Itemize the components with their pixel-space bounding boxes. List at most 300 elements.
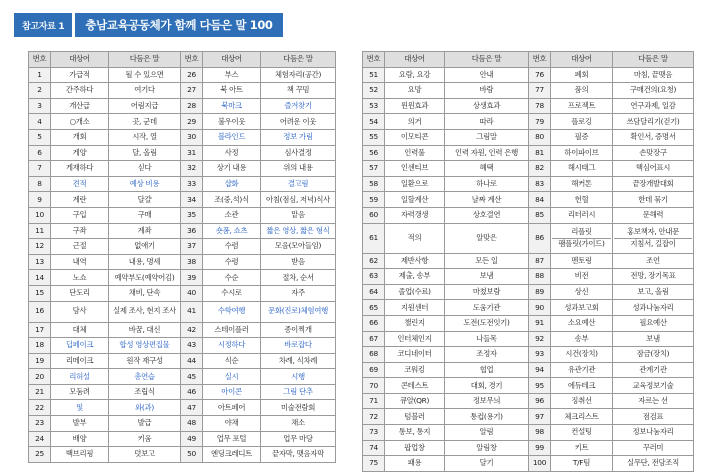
source-term: 모둠려 bbox=[51, 384, 109, 400]
refined-term: 덧보고 bbox=[109, 447, 181, 463]
source-term: 리허설 bbox=[51, 369, 109, 385]
vocab-table-left bbox=[28, 51, 336, 463]
table-header-row bbox=[363, 52, 694, 68]
entry-number: 41 bbox=[181, 301, 203, 322]
source-term: 블라인드 bbox=[203, 129, 261, 145]
entry-number: 32 bbox=[181, 161, 203, 177]
refined-term: 마쳤보람 bbox=[445, 284, 529, 300]
entry-number: 79 bbox=[529, 114, 551, 130]
table-row bbox=[363, 378, 694, 394]
source-term: 헌혈 bbox=[551, 192, 613, 208]
entry-number: 21 bbox=[29, 384, 51, 400]
entry-number: 92 bbox=[529, 331, 551, 347]
source-term: 구좌 bbox=[51, 223, 109, 239]
entry-number: 28 bbox=[181, 98, 203, 114]
refined-term: 도움기관 bbox=[445, 300, 529, 316]
entry-number: 70 bbox=[363, 378, 385, 394]
entry-number: 6 bbox=[29, 145, 51, 161]
refined-term: 채소 bbox=[261, 416, 336, 432]
source-term: 조(중,석)식 bbox=[203, 192, 261, 208]
table-row bbox=[29, 285, 336, 301]
table-row bbox=[29, 239, 336, 255]
entry-number: 95 bbox=[529, 378, 551, 394]
source-term: 노쇼 bbox=[51, 270, 109, 286]
table-row bbox=[363, 409, 694, 425]
refined-term: 꾸러미 bbox=[613, 440, 694, 456]
source-term: 콘테스트 bbox=[385, 378, 445, 394]
refined-term: 관계기관 bbox=[613, 362, 694, 378]
refined-term: 바람 bbox=[445, 83, 529, 99]
refined-term: 모든 일 bbox=[445, 253, 529, 269]
refined-term: 모음(모아들임) bbox=[261, 239, 336, 255]
table-row bbox=[363, 161, 694, 177]
source-term: 코워킹 bbox=[385, 362, 445, 378]
source-term: 제출, 송부 bbox=[385, 269, 445, 285]
source-term: 간주하다 bbox=[51, 83, 109, 99]
col-header-refined: 다듬은 말 bbox=[445, 52, 529, 68]
entry-number: 72 bbox=[363, 409, 385, 425]
refined-term: 예상 비용 bbox=[109, 176, 181, 192]
entry-number: 75 bbox=[363, 456, 385, 472]
refined-term: 절차, 순서 bbox=[261, 270, 336, 286]
entry-number: 40 bbox=[181, 285, 203, 301]
source-term: 키트 bbox=[551, 440, 613, 456]
col-header-number: 번호 bbox=[363, 52, 385, 68]
col-header-number: 번호 bbox=[529, 52, 551, 68]
entry-number: 96 bbox=[529, 393, 551, 409]
refined-term: 마침, 끝맺음 bbox=[613, 67, 694, 83]
refined-term: 맡음 bbox=[261, 207, 336, 223]
entry-number: 53 bbox=[363, 98, 385, 114]
source-term-line: 리플릿 bbox=[571, 227, 592, 237]
refined-term: 나들목 bbox=[445, 331, 529, 347]
entry-number: 29 bbox=[181, 114, 203, 130]
table-row bbox=[363, 253, 694, 269]
source-term: T/F팀 bbox=[551, 456, 613, 472]
refined-term: 여기다 bbox=[109, 83, 181, 99]
refined-term: 어림지급 bbox=[109, 98, 181, 114]
refined-term: 짧은 영상, 짧은 형식 bbox=[261, 223, 336, 239]
entry-number: 67 bbox=[363, 331, 385, 347]
refined-term: 키움 bbox=[109, 431, 181, 447]
table-row bbox=[29, 145, 336, 161]
refined-term: 구매 bbox=[109, 207, 181, 223]
source-term: 아트페어 bbox=[203, 400, 261, 416]
entry-number: 22 bbox=[29, 400, 51, 416]
source-term: 제반사항 bbox=[385, 253, 445, 269]
refined-term: 업무 마당 bbox=[261, 431, 336, 447]
table-row bbox=[363, 331, 694, 347]
source-term: 딥페이크 bbox=[51, 338, 109, 354]
table-row bbox=[363, 145, 694, 161]
table-row bbox=[363, 114, 694, 130]
col-header-number: 번호 bbox=[181, 52, 203, 68]
source-term: 일환으로 bbox=[385, 176, 445, 192]
source-term: 스테이플러 bbox=[203, 322, 261, 338]
refined-term: 정보 가림 bbox=[261, 129, 336, 145]
refined-term: 아침(점심, 저녁)식사 bbox=[261, 192, 336, 208]
refined-term: 연구과제, 일감 bbox=[613, 98, 694, 114]
entry-number: 26 bbox=[181, 67, 203, 83]
refined-term: 손맞장구 bbox=[613, 145, 694, 161]
source-term: 근절 bbox=[51, 239, 109, 255]
entry-number: 42 bbox=[181, 322, 203, 338]
refined-term: 내용, 명세 bbox=[109, 254, 181, 270]
table-row bbox=[363, 98, 694, 114]
table-row bbox=[29, 192, 336, 208]
entry-number: 85 bbox=[529, 207, 551, 223]
refined-term: 예약부도(예약어김) bbox=[109, 270, 181, 286]
table-row bbox=[29, 270, 336, 286]
refined-term: 결고림 bbox=[261, 176, 336, 192]
entry-number: 35 bbox=[181, 207, 203, 223]
col-header-source: 대상어 bbox=[51, 52, 109, 68]
source-term: 인터체인지 bbox=[385, 331, 445, 347]
refined-term: 안내 bbox=[445, 67, 529, 83]
entry-number: 5 bbox=[29, 129, 51, 145]
source-term: 하이파이브 bbox=[551, 145, 613, 161]
refined-term: 점검표 bbox=[613, 409, 694, 425]
table-row bbox=[29, 301, 336, 322]
refined-term: 받음 bbox=[261, 254, 336, 270]
source-term: 송부 bbox=[551, 331, 613, 347]
entry-number: 57 bbox=[363, 161, 385, 177]
source-term: 게양 bbox=[51, 145, 109, 161]
entry-number: 8 bbox=[29, 176, 51, 192]
entry-number: 91 bbox=[529, 315, 551, 331]
col-header-refined: 다듬은 말 bbox=[261, 52, 336, 68]
entry-number: 44 bbox=[181, 353, 203, 369]
entry-number: 59 bbox=[363, 192, 385, 208]
entry-number: 66 bbox=[363, 315, 385, 331]
entry-number: 97 bbox=[529, 409, 551, 425]
entry-number: 10 bbox=[29, 207, 51, 223]
source-term: 시건(장치) bbox=[551, 347, 613, 363]
refined-term: 달기 bbox=[445, 456, 529, 472]
entry-number: 83 bbox=[529, 176, 551, 192]
source-term: 비전 bbox=[551, 269, 613, 285]
refined-term: 통컵(용기) bbox=[445, 409, 529, 425]
refined-term: 즐겨찾기 bbox=[261, 98, 336, 114]
refined-term: 합성 영상편집물 bbox=[109, 338, 181, 354]
refined-term: 바로잡다 bbox=[261, 338, 336, 354]
source-term: 지원센터 bbox=[385, 300, 445, 316]
refined-term bbox=[613, 223, 694, 253]
refined-term: 계좌 bbox=[109, 223, 181, 239]
entry-number: 84 bbox=[529, 192, 551, 208]
source-term: 윈윈효과 bbox=[385, 98, 445, 114]
table-row bbox=[363, 67, 694, 83]
table-row bbox=[29, 353, 336, 369]
refined-term: 달걀 bbox=[109, 192, 181, 208]
refined-term: 와(과) bbox=[109, 400, 181, 416]
refined-term: 위의 내용 bbox=[261, 161, 336, 177]
entry-number: 87 bbox=[529, 253, 551, 269]
source-term: 코디네이터 bbox=[385, 347, 445, 363]
refined-term: 조언 bbox=[613, 253, 694, 269]
source-term: 엔딩크레디트 bbox=[203, 447, 261, 463]
refined-term: 곳, 군데 bbox=[109, 114, 181, 130]
table-row bbox=[29, 369, 336, 385]
source-term: 인력풀 bbox=[385, 145, 445, 161]
entry-number: 100 bbox=[529, 456, 551, 472]
refined-term: 성과나눔자리 bbox=[613, 300, 694, 316]
refined-term: 원작 재구성 bbox=[109, 353, 181, 369]
entry-number: 89 bbox=[529, 284, 551, 300]
refined-term: 확인서, 증명서 bbox=[613, 129, 694, 145]
refined-term: 보냄 bbox=[445, 269, 529, 285]
table-row bbox=[29, 114, 336, 130]
refined-term: 그림말 bbox=[445, 129, 529, 145]
entry-number: 73 bbox=[363, 425, 385, 441]
refined-term: 문화(진로)체험여행 bbox=[261, 301, 336, 322]
table-row bbox=[363, 284, 694, 300]
refined-term: 따라 bbox=[445, 114, 529, 130]
refined-term: 협업 bbox=[445, 362, 529, 378]
source-term: 큐알(QR) bbox=[385, 393, 445, 409]
source-term: 유관기관 bbox=[551, 362, 613, 378]
entry-number: 43 bbox=[181, 338, 203, 354]
entry-number: 68 bbox=[363, 347, 385, 363]
entry-number: 82 bbox=[529, 161, 551, 177]
table-row bbox=[29, 338, 336, 354]
refined-term: 어려운 이웃 bbox=[261, 114, 336, 130]
entry-number: 77 bbox=[529, 83, 551, 99]
entry-number: 38 bbox=[181, 254, 203, 270]
table-row bbox=[29, 447, 336, 463]
source-term: 및 bbox=[51, 400, 109, 416]
refined-term: 책 꾸밈 bbox=[261, 83, 336, 99]
source-term-line: 팸플릿(가이드) bbox=[552, 238, 611, 249]
table-row bbox=[363, 425, 694, 441]
entry-number: 25 bbox=[29, 447, 51, 463]
entry-number: 56 bbox=[363, 145, 385, 161]
refined-term: 체험자리(공간) bbox=[261, 67, 336, 83]
entry-number: 11 bbox=[29, 223, 51, 239]
refined-term: 알림창 bbox=[445, 440, 529, 456]
source-term: 백브리핑 bbox=[51, 447, 109, 463]
source-term: 수순 bbox=[203, 270, 261, 286]
refined-term: 조립식 bbox=[109, 384, 181, 400]
col-header-source: 대상어 bbox=[203, 52, 261, 68]
source-term: 적의 bbox=[385, 223, 445, 253]
source-term: 실시 bbox=[203, 369, 261, 385]
entry-number: 48 bbox=[181, 416, 203, 432]
refined-term: 정보무늬 bbox=[445, 393, 529, 409]
entry-number: 52 bbox=[363, 83, 385, 99]
source-term: 리메이크 bbox=[51, 353, 109, 369]
source-term: 해시태그 bbox=[551, 161, 613, 177]
entry-number: 58 bbox=[363, 176, 385, 192]
entry-number: 16 bbox=[29, 301, 51, 322]
entry-number: 45 bbox=[181, 369, 203, 385]
table-row bbox=[29, 98, 336, 114]
source-term: 졸업(수료) bbox=[385, 284, 445, 300]
source-term: 내역 bbox=[51, 254, 109, 270]
entry-number: 46 bbox=[181, 384, 203, 400]
source-term: 대체 bbox=[51, 322, 109, 338]
entry-number: 9 bbox=[29, 192, 51, 208]
table-header-row bbox=[29, 52, 336, 68]
refined-term: 총연습 bbox=[109, 369, 181, 385]
table-row bbox=[363, 192, 694, 208]
source-term: 게재하다 bbox=[51, 161, 109, 177]
source-term: 숏폼, 쇼츠 bbox=[203, 223, 261, 239]
entry-number: 36 bbox=[181, 223, 203, 239]
entry-number: 60 bbox=[363, 207, 385, 223]
table-row bbox=[29, 161, 336, 177]
source-term: 해커톤 bbox=[551, 176, 613, 192]
source-term: 품의 bbox=[551, 83, 613, 99]
entry-number: 19 bbox=[29, 353, 51, 369]
refined-term: 끝장개발대회 bbox=[613, 176, 694, 192]
source-term: 수학여행 bbox=[203, 301, 261, 322]
entry-number: 49 bbox=[181, 431, 203, 447]
entry-number: 13 bbox=[29, 254, 51, 270]
refined-term: 정보나눔자리 bbox=[613, 425, 694, 441]
source-term: 수령 bbox=[203, 254, 261, 270]
vocab-table-right bbox=[362, 51, 694, 472]
refined-term: 상호결연 bbox=[445, 207, 529, 223]
entry-number: 88 bbox=[529, 269, 551, 285]
source-term bbox=[551, 223, 613, 253]
table-row bbox=[363, 129, 694, 145]
table-row bbox=[363, 207, 694, 223]
refined-term: 시행 bbox=[261, 369, 336, 385]
refined-term: 미술전람회 bbox=[261, 400, 336, 416]
refined-term: 시작, 열 bbox=[109, 129, 181, 145]
source-term: 소관 bbox=[203, 207, 261, 223]
table-row bbox=[363, 83, 694, 99]
entry-number: 78 bbox=[529, 98, 551, 114]
source-term: 수시로 bbox=[203, 285, 261, 301]
entry-number: 76 bbox=[529, 67, 551, 83]
table-row bbox=[363, 300, 694, 316]
refined-term: 잠금(장치) bbox=[613, 347, 694, 363]
entry-number: 69 bbox=[363, 362, 385, 378]
source-term: 플로깅 bbox=[551, 114, 613, 130]
source-term: 구입 bbox=[51, 207, 109, 223]
col-header-refined: 다듬은 말 bbox=[109, 52, 181, 68]
entry-number: 55 bbox=[363, 129, 385, 145]
refined-term: 필요예산 bbox=[613, 315, 694, 331]
table-row bbox=[363, 393, 694, 409]
source-term: 발부 bbox=[51, 416, 109, 432]
source-term: 요람, 요강 bbox=[385, 67, 445, 83]
entry-number: 93 bbox=[529, 347, 551, 363]
table-row bbox=[363, 456, 694, 472]
entry-number: 27 bbox=[181, 83, 203, 99]
col-header-source: 대상어 bbox=[551, 52, 613, 68]
refined-term: 문해력 bbox=[613, 207, 694, 223]
source-term: 소요예산 bbox=[551, 315, 613, 331]
table-row bbox=[363, 176, 694, 192]
refined-term: 교육정보기술 bbox=[613, 378, 694, 394]
entry-number: 17 bbox=[29, 322, 51, 338]
source-term: 북마크 bbox=[203, 98, 261, 114]
page-title: 충남교육공동체가 함께 다듬은 말 100 bbox=[75, 13, 282, 37]
table-row bbox=[29, 223, 336, 239]
source-term: 부스 bbox=[203, 67, 261, 83]
refined-term: 그림 단추 bbox=[261, 384, 336, 400]
source-term: 폐회 bbox=[551, 67, 613, 83]
refined-term: 보고, 올림 bbox=[613, 284, 694, 300]
reference-badge: 참고자료 1 bbox=[14, 13, 72, 37]
table-row bbox=[363, 315, 694, 331]
entry-number: 64 bbox=[363, 284, 385, 300]
entry-number: 39 bbox=[181, 270, 203, 286]
table-row bbox=[29, 431, 336, 447]
entry-number: 94 bbox=[529, 362, 551, 378]
table-row bbox=[29, 322, 336, 338]
entry-number: 61 bbox=[363, 223, 385, 253]
source-term: 상기 내용 bbox=[203, 161, 261, 177]
refined-term: 차례, 식차례 bbox=[261, 353, 336, 369]
entry-number: 98 bbox=[529, 425, 551, 441]
refined-term: 하나로 bbox=[445, 176, 529, 192]
refined-term: 대회, 경기 bbox=[445, 378, 529, 394]
refined-term: 보냄 bbox=[613, 331, 694, 347]
source-term: 수렴 bbox=[203, 239, 261, 255]
entry-number: 24 bbox=[29, 431, 51, 447]
refined-term: 혜택 bbox=[445, 161, 529, 177]
col-header-refined: 다듬은 말 bbox=[613, 52, 694, 68]
table-row bbox=[29, 400, 336, 416]
refined-term: 쓰담달리기(걷기) bbox=[613, 114, 694, 130]
refined-term: 알림 bbox=[445, 425, 529, 441]
table-row bbox=[29, 129, 336, 145]
entry-number: 23 bbox=[29, 416, 51, 432]
table-row bbox=[363, 347, 694, 363]
refined-term: 전망, 장기목표 bbox=[613, 269, 694, 285]
refined-term-line: 홍보책자, 안내문 bbox=[627, 227, 679, 237]
entry-number: 7 bbox=[29, 161, 51, 177]
entry-number: 81 bbox=[529, 145, 551, 161]
source-term: 챌린지 bbox=[385, 315, 445, 331]
entry-number: 33 bbox=[181, 176, 203, 192]
refined-term: 심사결정 bbox=[261, 145, 336, 161]
refined-term: 될 수 있으면 bbox=[109, 67, 181, 83]
source-term: 야채 bbox=[203, 416, 261, 432]
entry-number: 47 bbox=[181, 400, 203, 416]
entry-number: 18 bbox=[29, 338, 51, 354]
source-term: 개산급 bbox=[51, 98, 109, 114]
source-term: 계란 bbox=[51, 192, 109, 208]
refined-term: 알맞은 bbox=[445, 223, 529, 253]
entry-number: 90 bbox=[529, 300, 551, 316]
refined-term: 상생효과 bbox=[445, 98, 529, 114]
refined-term: 바꿈, 대신 bbox=[109, 322, 181, 338]
entry-number: 30 bbox=[181, 129, 203, 145]
source-term: 샵화 bbox=[203, 176, 261, 192]
source-term: 멘토링 bbox=[551, 253, 613, 269]
source-term: 에듀테크 bbox=[551, 378, 613, 394]
source-term: 요망 bbox=[385, 83, 445, 99]
refined-term: 구매건의(요청) bbox=[613, 83, 694, 99]
source-term: 개회 bbox=[51, 129, 109, 145]
table-row bbox=[363, 269, 694, 285]
table-row bbox=[29, 416, 336, 432]
entry-number: 71 bbox=[363, 393, 385, 409]
entry-number: 74 bbox=[363, 440, 385, 456]
entry-number: 14 bbox=[29, 270, 51, 286]
source-term: 징취선 bbox=[551, 393, 613, 409]
refined-term: 발급 bbox=[109, 416, 181, 432]
refined-term: 날짜 계산 bbox=[445, 192, 529, 208]
refined-term: 달, 올림 bbox=[109, 145, 181, 161]
entry-number: 12 bbox=[29, 239, 51, 255]
source-term: 의거 bbox=[385, 114, 445, 130]
